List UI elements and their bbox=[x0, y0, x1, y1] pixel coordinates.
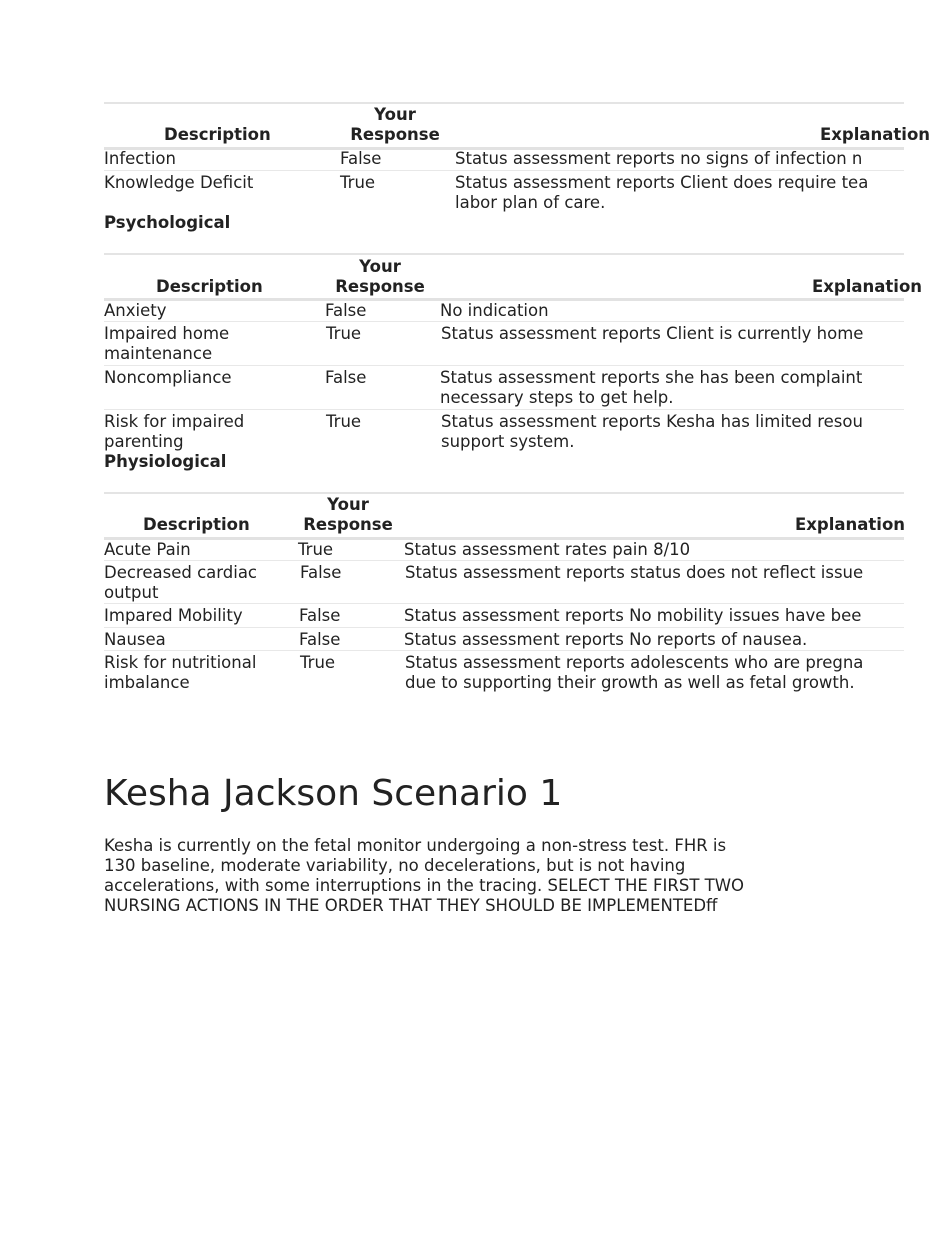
row-response: True bbox=[326, 412, 362, 431]
row-explanation: Status assessment reports No reports of nausea. bbox=[404, 630, 808, 649]
row-response: True bbox=[340, 173, 376, 192]
row-explanation: No indication bbox=[440, 301, 549, 320]
row-description: Risk for impaired parenting bbox=[104, 412, 245, 451]
header-description: Description bbox=[156, 277, 263, 296]
row-response: False bbox=[325, 301, 367, 320]
row-description: Infection bbox=[104, 149, 176, 168]
row-response: True bbox=[298, 540, 334, 559]
section-psychological: Psychological bbox=[104, 213, 231, 232]
row-explanation: Status assessment rates pain 8/10 bbox=[404, 540, 691, 559]
row-description: Anxiety bbox=[104, 301, 167, 320]
row-description: Impaired home maintenance bbox=[104, 324, 230, 363]
header-description: Description bbox=[143, 515, 250, 534]
row-description: Nausea bbox=[104, 630, 166, 649]
row-response: False bbox=[299, 606, 341, 625]
row-response: False bbox=[325, 368, 367, 387]
row-explanation: Status assessment reports Client is currently home bbox=[441, 324, 864, 343]
row-description: Acute Pain bbox=[104, 540, 191, 559]
row-explanation: Status assessment reports status does not reflect issue bbox=[405, 563, 864, 582]
scenario-body: Kesha is currently on the fetal monitor undergoing a non-stress test. FHR is 130 baseline, moderate variability, no decelerations, but is not having accelerations, with some interruptions in the tracing. SELECT THE FIRST TWO NURSING ACTIONS IN THE ORDER THAT THEY SHOULD BE IMPLEMENTEDff bbox=[104, 836, 745, 915]
row-explanation: Status assessment reports adolescents who are pregna due to supporting their growth as well as fetal growth. bbox=[405, 653, 864, 692]
scenario-title: Kesha Jackson Scenario 1 bbox=[104, 773, 563, 814]
row-explanation: Status assessment reports she has been complaint necessary steps to get help. bbox=[440, 368, 863, 407]
section-physiological: Physiological bbox=[104, 452, 227, 471]
header-explanation: Explanation bbox=[820, 125, 930, 144]
row-response: True bbox=[326, 324, 362, 343]
header-description: Description bbox=[164, 125, 271, 144]
row-explanation: Status assessment reports Client does require tea labor plan of care. bbox=[455, 173, 869, 212]
header-your-response: Your Response bbox=[303, 495, 393, 534]
row-description: Knowledge Deficit bbox=[104, 173, 254, 192]
header-your-response: Your Response bbox=[335, 257, 425, 296]
row-response: False bbox=[300, 563, 342, 582]
header-explanation: Explanation bbox=[795, 515, 906, 534]
row-explanation: Status assessment reports Kesha has limited resou support system. bbox=[441, 412, 863, 451]
row-description: Decreased cardiac output bbox=[104, 563, 257, 602]
row-explanation: Status assessment reports No mobility issues have bee bbox=[404, 606, 862, 625]
header-explanation: Explanation bbox=[812, 277, 923, 296]
row-response: False bbox=[340, 149, 382, 168]
row-explanation: Status assessment reports no signs of infection n bbox=[455, 149, 863, 168]
row-response: True bbox=[300, 653, 336, 672]
header-your-response: Your Response bbox=[350, 105, 440, 144]
row-description: Noncompliance bbox=[104, 368, 232, 387]
row-response: False bbox=[299, 630, 341, 649]
row-description: Risk for nutritional imbalance bbox=[104, 653, 257, 692]
row-description: Impared Mobility bbox=[104, 606, 243, 625]
